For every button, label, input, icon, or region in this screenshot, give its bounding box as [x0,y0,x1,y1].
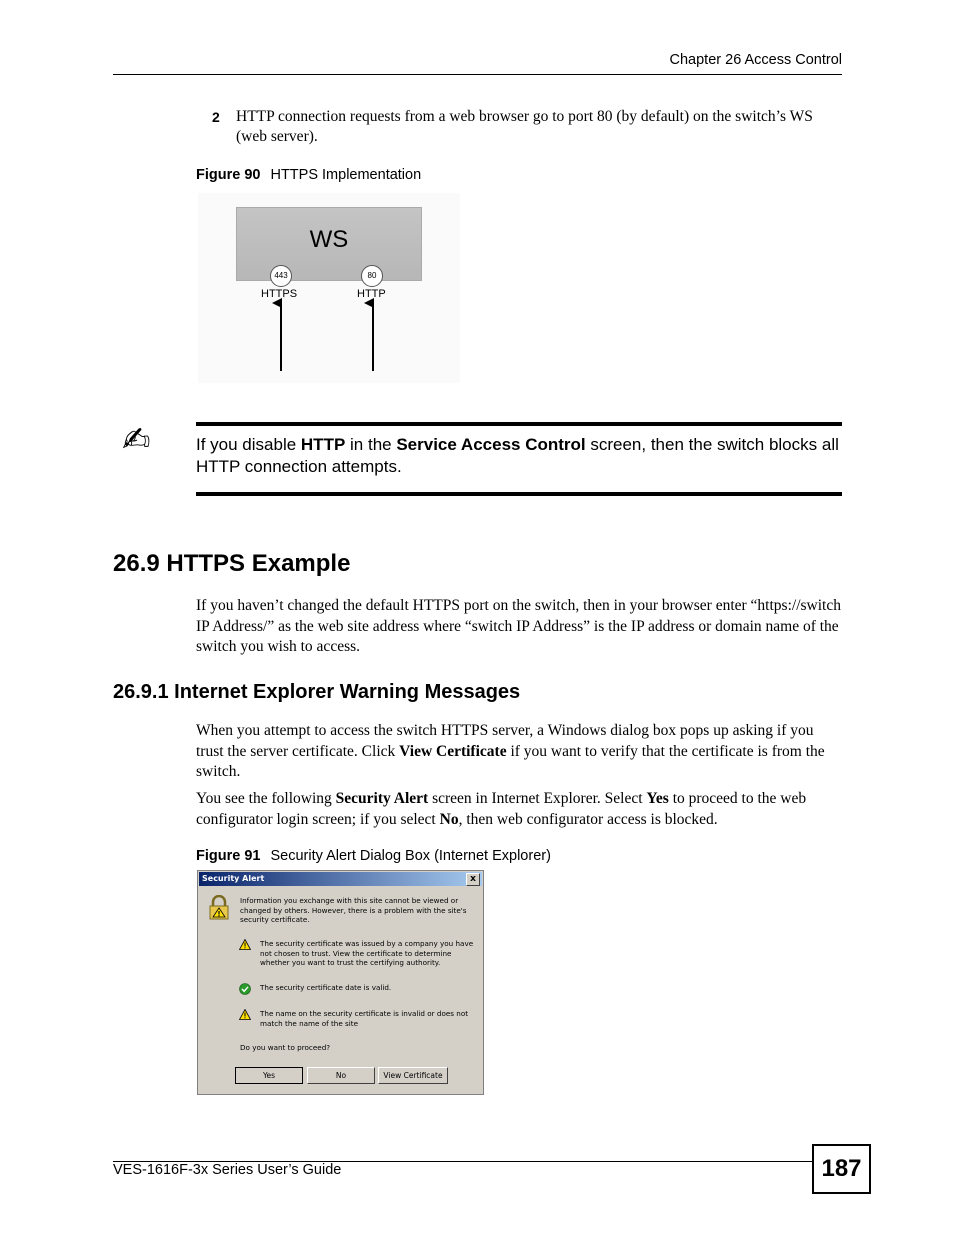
note-text: If you disable HTTP in the Service Access Control screen, then the switch blocks all HTTP connection attempts. [196,435,839,476]
padlock-warning-icon [207,895,231,921]
port-443-badge: 443 [270,265,292,287]
figure-90-label: Figure 90 [196,167,261,183]
warning-icon [239,1009,251,1020]
step-item [212,107,844,147]
warning-icon [239,939,251,950]
running-header: Chapter 26 Access Control [669,52,842,68]
header-rule [113,74,842,75]
dialog-intro: Information you exchange with this site cannot be viewed or changed by others. However, there is a problem with the site's security certificate. [240,896,467,925]
dialog-item-text: The security certificate was issued by a company you have not chosen to trust. View the certificate to determine whether you want to trust the certifying authority. [260,939,474,968]
footer-guide-title: VES-1616F-3x Series User’s Guide [113,1162,342,1178]
dialog-question: Do you want to proceed? [240,1043,331,1052]
web-server-label: WS [309,226,349,253]
section-heading: 26.9 HTTPS Example [113,550,351,577]
dialog-item-text: The name on the security certificate is invalid or does not match the name of the site [260,1009,469,1028]
pencil-icon: ✍ [122,420,151,460]
figure-90-title: HTTPS Implementation [270,167,422,183]
step-text: HTTP connection requests from a web browser go to port 80 (by default) on the switch’s WS (web server). [236,108,813,145]
figure-91-label: Figure 91 [196,848,261,864]
dialog-title-bar [199,872,482,886]
no-button[interactable]: No [307,1067,375,1084]
paragraph: When you attempt to access the switch HTTPS server, a Windows dialog box pops up asking if you trust the server certificate. Click View Certificate if you want to verify that the certificate is from the switch. [196,722,825,780]
page-number: 187 [812,1144,871,1194]
paragraph: You see the following Security Alert screen in Internet Explorer. Select Yes to proceed to the web configurator login screen; if you select No, then web configurator access is blocked. [196,790,807,828]
arrows [198,193,460,383]
close-button[interactable]: x [466,873,480,886]
paragraph: If you haven’t changed the default HTTPS port on the switch, then in your browser enter “https://switch IP Address/” as the web site address where “switch IP Address” is the IP address or domain name of the switch you wish to access. [196,597,841,655]
figure-91-title: Security Alert Dialog Box (Internet Explorer) [270,848,551,864]
figure-90-caption [196,167,421,183]
security-alert-dialog [197,870,484,1095]
http-label: HTTP [357,288,386,300]
view-certificate-button[interactable]: View Certificate [378,1067,448,1084]
step-number: 2 [212,109,220,125]
https-implementation-diagram [198,193,460,383]
figure-91-caption [196,848,551,864]
dialog-item-text: The security certificate date is valid. [260,983,392,992]
check-icon [239,983,251,995]
subsection-heading: 26.9.1 Internet Explorer Warning Messages [113,681,521,703]
yes-button[interactable]: Yes [235,1067,303,1084]
dialog-title: Security Alert [202,874,265,883]
port-80-badge: 80 [361,265,383,287]
https-label: HTTPS [261,288,298,300]
